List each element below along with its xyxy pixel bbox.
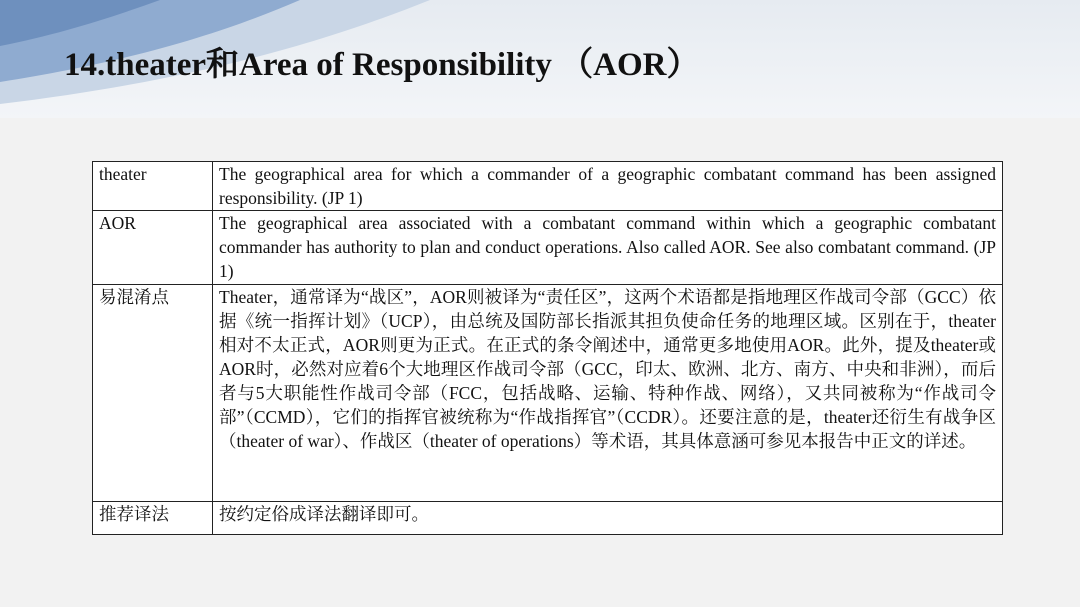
- definition-cell: The geographical area associated with a combatant command within which a geographic combatant commander has authority to plan and conduct operations. Also called AOR. See also combatant command. (JP 1): [213, 211, 1003, 285]
- definition-cell: The geographical area for which a commander of a geographic combatant command has been assigned responsibility. (JP 1): [213, 162, 1003, 211]
- definition-cell: 按约定俗成译法翻译即可。: [213, 502, 1003, 535]
- term-cell: theater: [93, 162, 213, 211]
- term-cell: 易混淆点: [93, 285, 213, 502]
- term-cell: AOR: [93, 211, 213, 285]
- slide-title: 14.theater和Area of Responsibility （AOR）: [64, 47, 700, 83]
- glossary-table: [92, 161, 1003, 535]
- table-row: [93, 211, 1003, 285]
- table-row: [93, 285, 1003, 502]
- term-cell: 推荐译法: [93, 502, 213, 535]
- table-row: [93, 162, 1003, 211]
- definition-cell: Theater，通常译为“战区”，AOR则被译为“责任区”，这两个术语都是指地理区作战司令部（GCC）依据《统一指挥计划》（UCP），由总统及国防部长指派其担负使命任务的地理区域。区别在于，theater相对不太正式，AOR则更为正式。在正式的条令阐述中，通常更多地使用AOR。此外，提及theater或AOR时，必然对应着6个大地理区作战司令部（GCC，印太、欧洲、北方、南方、中央和非洲），而后者与5大职能性作战司令部（FCC，包括战略、运输、特种作战、网络），又共同被称为“作战司令部”（CCMD），它们的指挥官被统称为“作战指挥官”（CCDR）。还要注意的是，theater还衍生有战争区（theater of war）、作战区（theater of operations）等术语，其具体意涵可参见本报告中正文的详述。: [213, 285, 1003, 502]
- table-row: [93, 502, 1003, 535]
